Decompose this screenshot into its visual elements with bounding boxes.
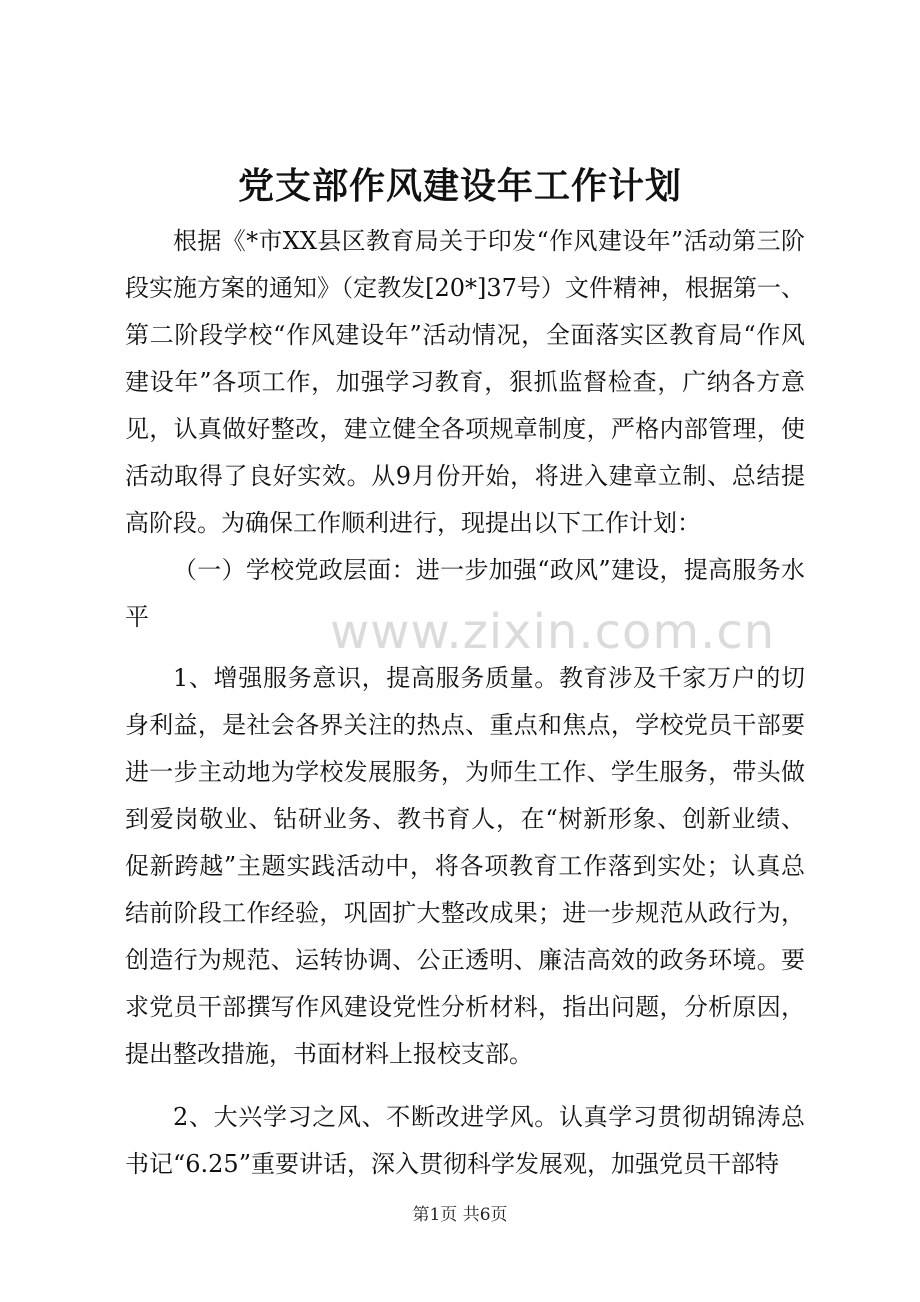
document-title: 党支部作风建设年工作计划 bbox=[237, 165, 682, 207]
page-number-footer: 第1页 共6页 bbox=[412, 1205, 508, 1225]
paragraph-item-1: 1、增强服务意识，提高服务质量。教育涉及千家万户的切身利益，是社会各界关注的热点、重点和焦点，学校党员干部要进一步主动地为学校发展服务，为师生工作、学生服务，带头做到爱岗敬业、钻研业务、教书育人，在“树新形象、创新业绩、促新跨越”主题实践活动中，将各项教育工作落到实处；认真总结前阶段工作经验，巩固扩大整改成果；进一步规范从政行为，创造行为规范、运转协调、公正透明、廉洁高效的政务环境。要求党员干部撰写作风建设党性分析材料，指出问题，分析原因，提出整改措施，书面材料上报校支部。 bbox=[125, 664, 805, 1068]
paragraph-intro: 根据《*市XX县区教育局关于印发“作风建设年”活动第三阶段实施方案的通知》（定教发[20*]37号）文件精神，根据第一、第二阶段学校“作风建设年”活动情况，全面落实区教育局“作风建设年”各项工作，加强学习教育，狠抓监督检查，广纳各方意见，认真做好整改，建立健全各项规章制度，严格内部管理，使活动取得了良好实效。从9月份开始，将进入建章立制、总结提高阶段。为确保工作顺利进行，现提出以下工作计划： bbox=[125, 227, 805, 537]
paragraph-item-2: 2、大兴学习之风、不断改进学风。认真学习贯彻胡锦涛总书记“6.25”重要讲话，深入贯彻科学发展观，加强党员干部特 bbox=[125, 1103, 805, 1178]
watermark-text: www.zixin.com.cn bbox=[330, 604, 776, 660]
document-body bbox=[125, 218, 805, 1188]
paragraph-section-heading: （一）学校党政层面：进一步加强“政风”建设，提高服务水平 bbox=[125, 556, 805, 631]
